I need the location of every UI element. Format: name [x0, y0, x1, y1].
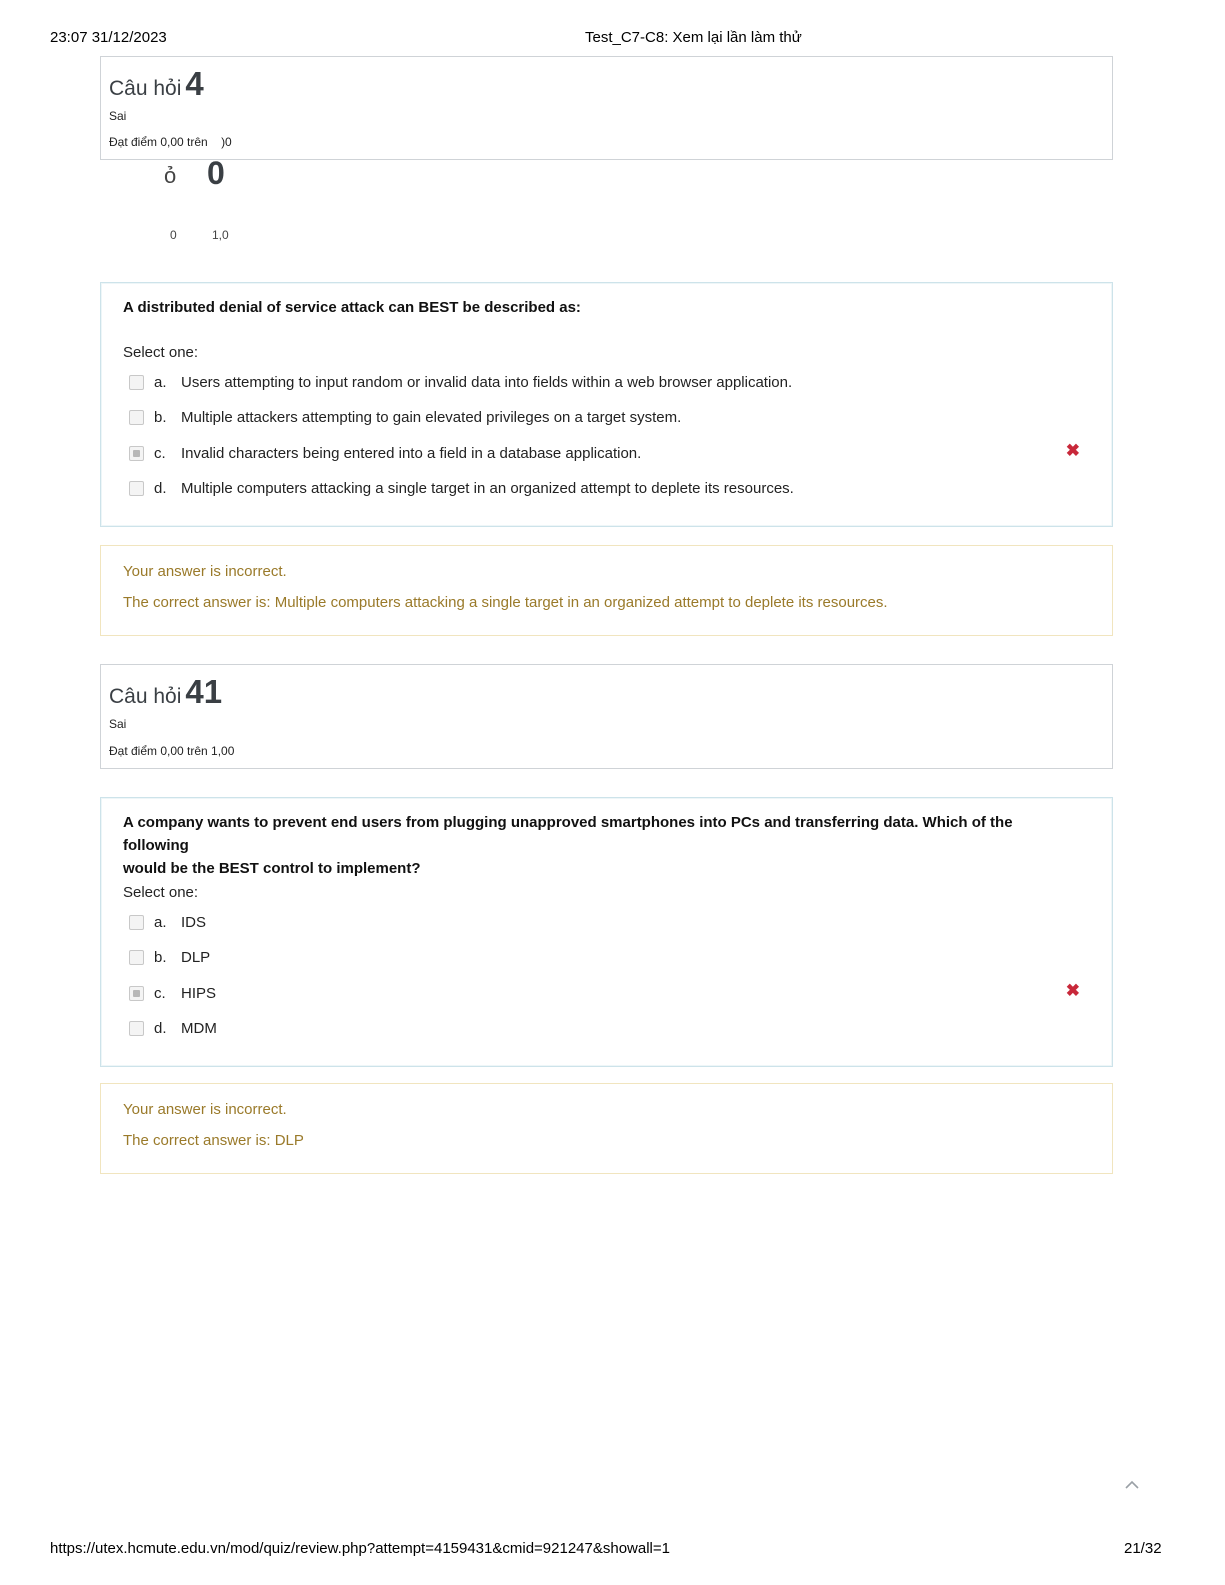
ghost-small-right: 1,0	[212, 228, 229, 242]
question-label: Câu hỏi	[109, 685, 182, 708]
option-text: Multiple attackers attempting to gain elevated privileges on a target system.	[181, 408, 682, 426]
question-number: 4	[185, 65, 204, 102]
question-grade: Đạt điểm 0,00 trên 1,00	[109, 744, 235, 758]
option-text: Users attempting to input random or invalid data into fields within a web browser application.	[181, 373, 793, 391]
radio-d[interactable]	[129, 481, 144, 496]
answer-option-a[interactable]	[129, 370, 792, 394]
question-content-box	[100, 282, 1113, 527]
ghost-number: 0	[207, 155, 225, 191]
answer-option-b[interactable]	[129, 405, 681, 429]
answer-option-b[interactable]	[129, 945, 210, 969]
option-text: Invalid characters being entered into a field in a database application.	[181, 444, 642, 462]
option-letter: b.	[154, 408, 167, 426]
radio-c-selected[interactable]	[129, 446, 144, 461]
option-text: HIPS	[181, 984, 217, 1002]
option-letter: a.	[154, 373, 167, 391]
select-one-label: Select one:	[123, 884, 199, 901]
option-letter: b.	[154, 948, 167, 966]
question-label: Câu hỏi	[109, 77, 182, 100]
question-content-box	[100, 797, 1113, 1067]
question-grade	[109, 135, 232, 149]
print-url: https://utex.hcmute.edu.vn/mod/quiz/review.php?attempt=4159431&cmid=921247&showall=1	[50, 1540, 670, 1557]
answer-option-a[interactable]	[129, 910, 206, 934]
question-number: 41	[185, 673, 223, 710]
question-title	[109, 65, 204, 103]
option-letter: a.	[154, 913, 167, 931]
question-info-box	[100, 56, 1113, 160]
ghost-small-left: 0	[170, 228, 177, 242]
option-letter: c.	[154, 984, 166, 1002]
question-text	[123, 811, 1062, 880]
radio-b[interactable]	[129, 410, 144, 425]
radio-b[interactable]	[129, 950, 144, 965]
option-letter: d.	[154, 1019, 167, 1037]
question-text: A distributed denial of service attack can BEST be described as:	[123, 299, 581, 316]
feedback-box	[100, 1083, 1113, 1174]
question-title	[109, 673, 222, 711]
question-state: Sai	[109, 109, 127, 123]
option-letter: d.	[154, 479, 167, 497]
print-page-number: 21/32	[1124, 1540, 1162, 1557]
option-text: DLP	[181, 948, 211, 966]
question-grade-tail: )0	[221, 135, 232, 149]
question-text-line: A company wants to prevent end users from plugging unapproved smartphones into PCs and transferring data. Which of the following	[123, 814, 1013, 854]
radio-a[interactable]	[129, 375, 144, 390]
answer-option-c[interactable]	[129, 441, 641, 465]
option-text: Multiple computers attacking a single target in an organized attempt to deplete its resources.	[181, 479, 794, 497]
option-text: IDS	[181, 913, 207, 931]
incorrect-icon: ✖	[1065, 441, 1080, 460]
radio-c-selected[interactable]	[129, 986, 144, 1001]
radio-d[interactable]	[129, 1021, 144, 1036]
question-state: Sai	[109, 717, 127, 731]
feedback-correct-answer: The correct answer is: Multiple computers attacking a single target in an organized attempt to deplete its resources.	[123, 594, 888, 611]
answer-option-d[interactable]	[129, 1016, 217, 1040]
feedback-correct-answer: The correct answer is: DLP	[123, 1132, 304, 1149]
answer-option-c[interactable]	[129, 981, 216, 1005]
print-page-title: Test_C7-C8: Xem lại lần làm thử	[585, 29, 802, 46]
question-info-box	[100, 664, 1113, 769]
answer-option-d[interactable]	[129, 476, 794, 500]
ghost-char: ỏ	[164, 163, 177, 188]
feedback-box	[100, 545, 1113, 636]
chevron-up-icon[interactable]	[1124, 1477, 1140, 1493]
incorrect-icon: ✖	[1065, 981, 1080, 1000]
question-text-line: would be the BEST control to implement?	[123, 860, 421, 877]
feedback-status: Your answer is incorrect.	[123, 563, 287, 580]
question-grade-text: Đạt điểm 0,00 trên	[109, 135, 208, 149]
print-datetime: 23:07 31/12/2023	[50, 29, 167, 46]
option-text: MDM	[181, 1019, 217, 1037]
radio-a[interactable]	[129, 915, 144, 930]
feedback-status: Your answer is incorrect.	[123, 1101, 287, 1118]
select-one-label: Select one:	[123, 344, 199, 361]
option-letter: c.	[154, 444, 166, 462]
